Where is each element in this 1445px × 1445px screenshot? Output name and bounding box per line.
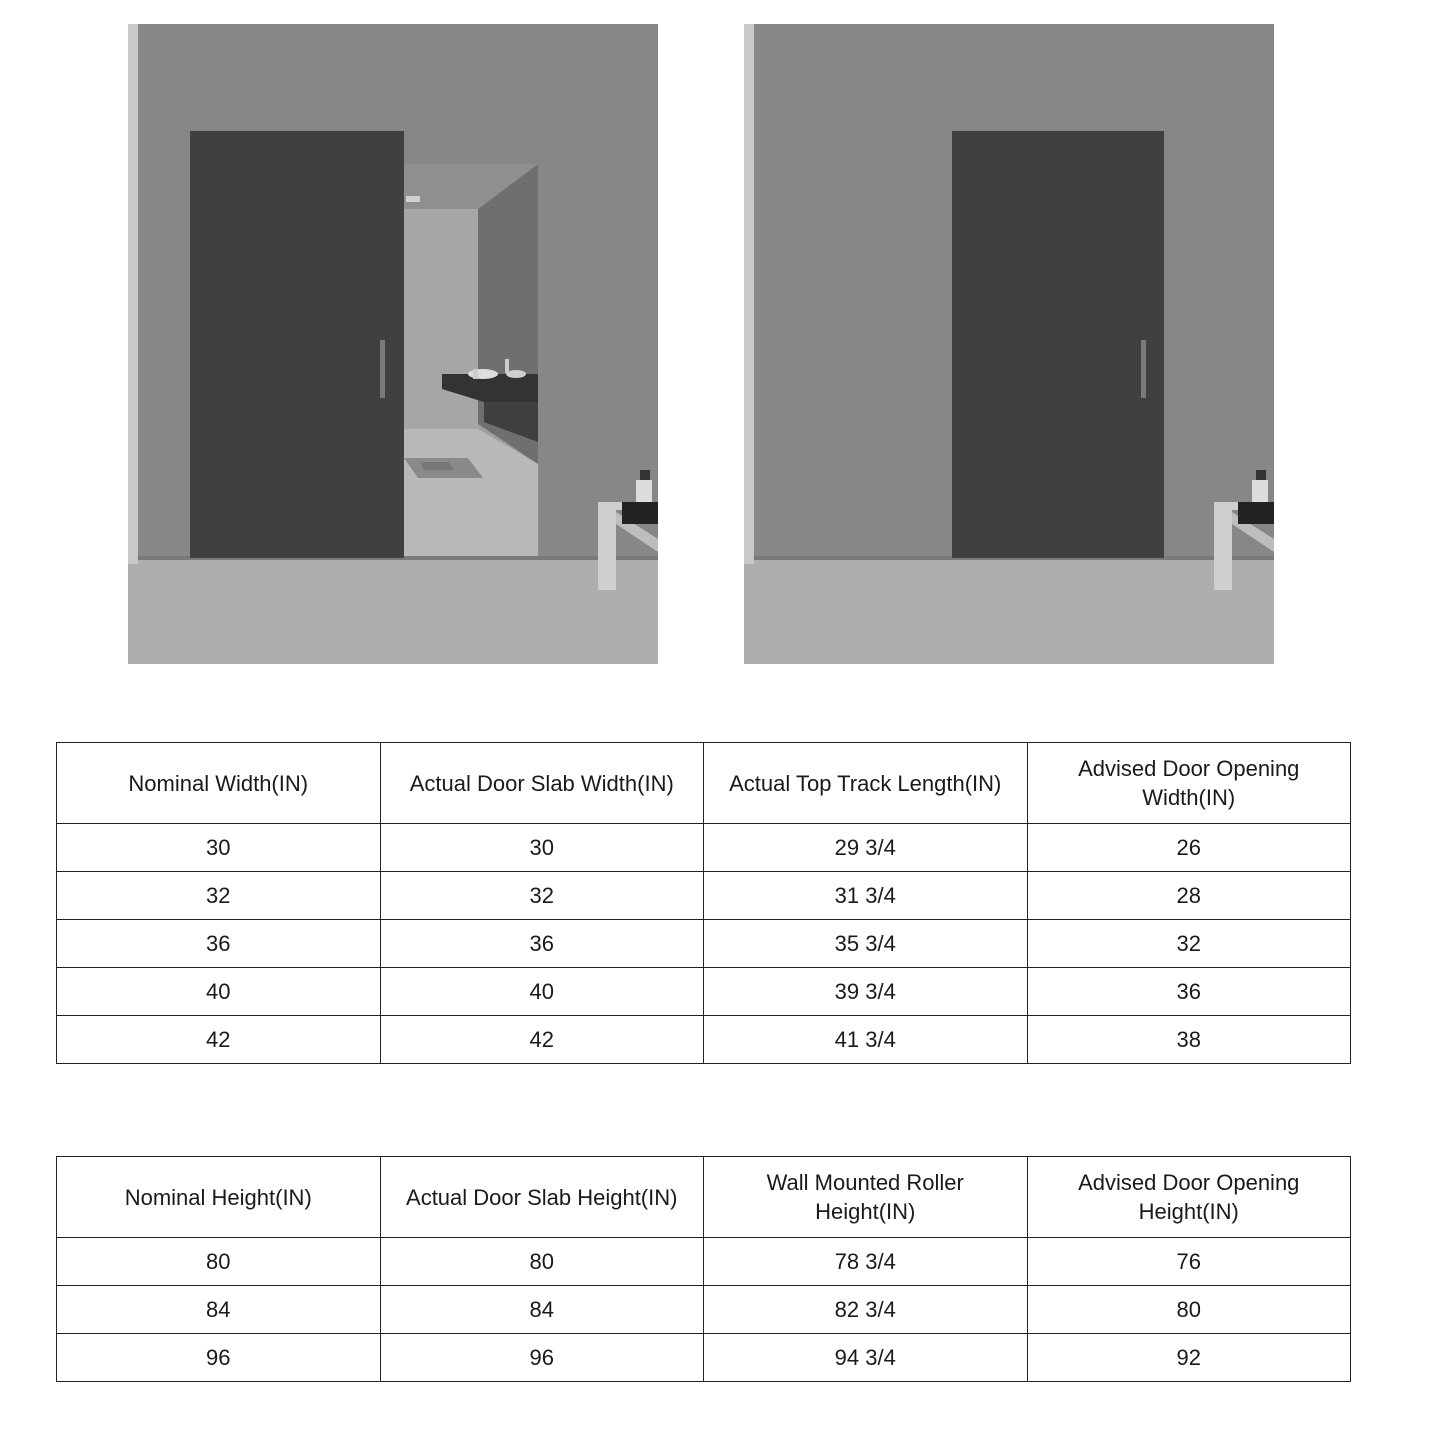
table-row: [57, 1238, 1351, 1286]
table-row: [57, 968, 1351, 1016]
width-table-header-row: [57, 743, 1351, 824]
table-row: [57, 920, 1351, 968]
barn-door-closed-illustration: [744, 24, 1274, 664]
table-cell: 40: [380, 968, 704, 1016]
table-cell: 26: [1027, 824, 1351, 872]
table-cell: 36: [57, 920, 381, 968]
barn-door-open-image: [128, 24, 658, 664]
table-cell: 30: [57, 824, 381, 872]
height-table-header-row: [57, 1157, 1351, 1238]
table-cell: 42: [380, 1016, 704, 1064]
table-cell: 96: [380, 1334, 704, 1382]
table-cell: 36: [380, 920, 704, 968]
header-advised-opening-height: Advised Door Opening Height(IN): [1027, 1157, 1351, 1238]
table-cell: 36: [1027, 968, 1351, 1016]
header-top-track-length: Actual Top Track Length(IN): [704, 743, 1028, 824]
header-roller-height: Wall Mounted Roller Height(IN): [704, 1157, 1028, 1238]
header-actual-slab-width: Actual Door Slab Width(IN): [380, 743, 704, 824]
width-size-table: [56, 742, 1351, 1064]
table-cell: 32: [57, 872, 381, 920]
table-cell: 84: [380, 1286, 704, 1334]
table-cell: 41 3/4: [704, 1016, 1028, 1064]
table-cell: 80: [1027, 1286, 1351, 1334]
height-size-table: [56, 1156, 1351, 1382]
table-row: [57, 1286, 1351, 1334]
table-cell: 28: [1027, 872, 1351, 920]
table-cell: 35 3/4: [704, 920, 1028, 968]
table-cell: 39 3/4: [704, 968, 1028, 1016]
table-row: [57, 1334, 1351, 1382]
table-cell: 29 3/4: [704, 824, 1028, 872]
table-row: [57, 824, 1351, 872]
header-nominal-width: Nominal Width(IN): [57, 743, 381, 824]
table-cell: 82 3/4: [704, 1286, 1028, 1334]
table-cell: 30: [380, 824, 704, 872]
table-cell: 80: [380, 1238, 704, 1286]
barn-door-closed-image: [744, 24, 1274, 664]
table-cell: 32: [380, 872, 704, 920]
table-cell: 94 3/4: [704, 1334, 1028, 1382]
table-cell: 38: [1027, 1016, 1351, 1064]
table-cell: 31 3/4: [704, 872, 1028, 920]
table-row: [57, 1016, 1351, 1064]
barn-door-open-illustration: [128, 24, 658, 664]
table-cell: 84: [57, 1286, 381, 1334]
table-row: [57, 872, 1351, 920]
table-cell: 32: [1027, 920, 1351, 968]
header-advised-opening-width: Advised Door Opening Width(IN): [1027, 743, 1351, 824]
table-cell: 76: [1027, 1238, 1351, 1286]
table-cell: 40: [57, 968, 381, 1016]
table-cell: 78 3/4: [704, 1238, 1028, 1286]
table-cell: 42: [57, 1016, 381, 1064]
header-nominal-height: Nominal Height(IN): [57, 1157, 381, 1238]
header-actual-slab-height: Actual Door Slab Height(IN): [380, 1157, 704, 1238]
table-cell: 80: [57, 1238, 381, 1286]
table-cell: 96: [57, 1334, 381, 1382]
table-cell: 92: [1027, 1334, 1351, 1382]
